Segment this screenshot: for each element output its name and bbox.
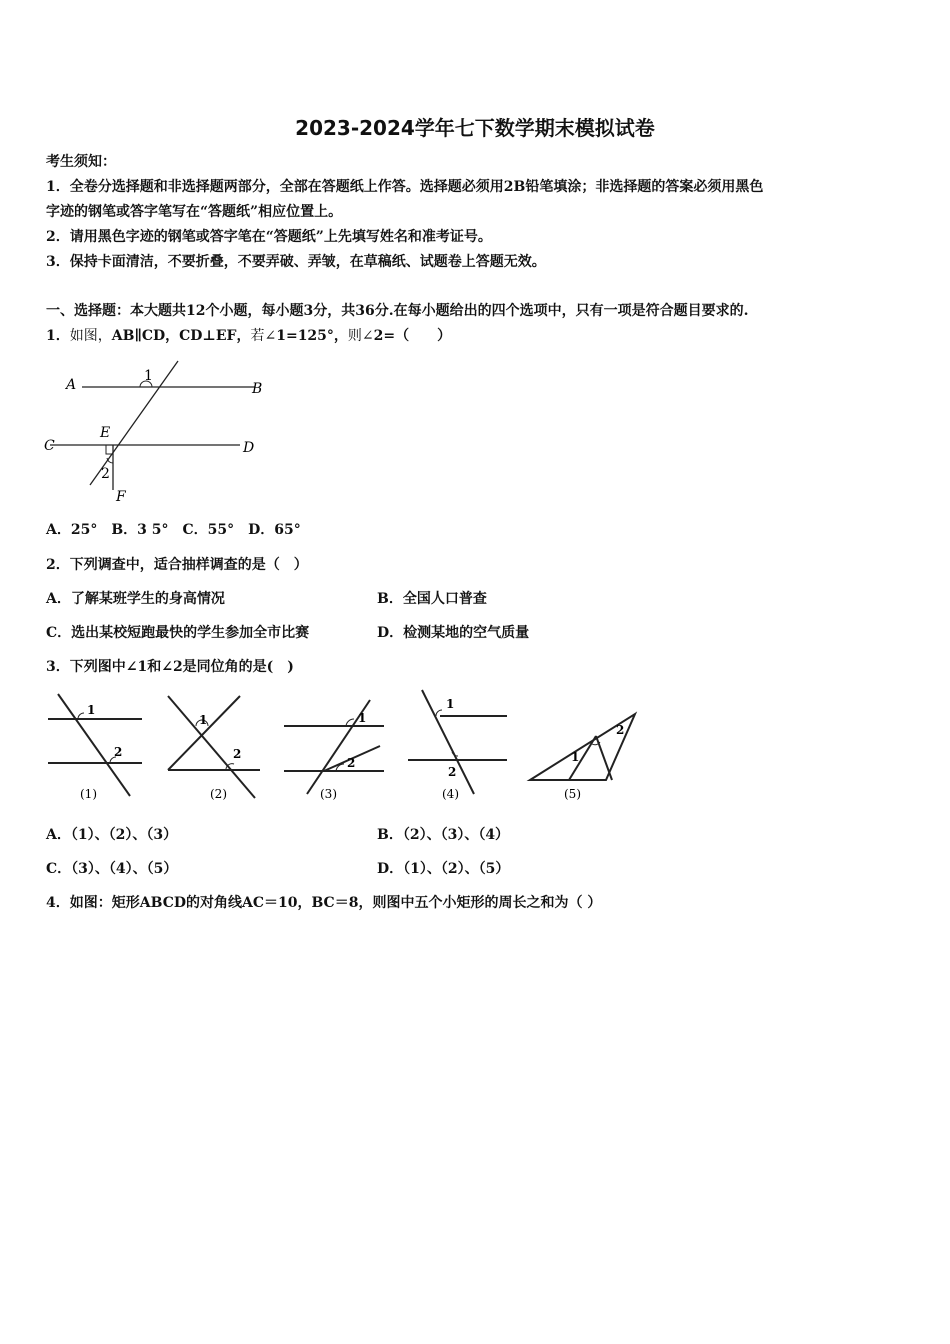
fig2-angle-2: 2 (233, 747, 242, 761)
label-E: E (100, 425, 111, 441)
q3-figure-4 (408, 690, 507, 801)
notice-heading: 考生须知： (46, 154, 116, 170)
question-4-stem: 4．如图：矩形ABCD的对角线AC＝10，BC＝8，则图中五个小矩形的周长之和为（ ） (46, 895, 602, 911)
fig4-angle-1: 1 (446, 697, 455, 711)
q3-figure-3 (284, 700, 384, 801)
q1-text-f: 2=（ ） (373, 328, 452, 344)
question-3-stem: 3．下列图中∠1和∠2是同位角的是( ) (46, 659, 294, 675)
notice-item-3: 3．保持卡面清洁，不要折叠，不要弄破、弄皱，在草稿纸、试题卷上答题无效。 (46, 254, 546, 270)
fig5-caption: (5) (564, 787, 581, 801)
notice-item-1-cont: 字迹的钢笔或答字笔写在“答题纸”相应位置上。 (46, 204, 343, 220)
label-D: D (243, 440, 255, 456)
label-F: F (116, 489, 126, 505)
angle-2-label: 2 (101, 466, 110, 482)
fig3-caption: (3) (320, 787, 337, 801)
label-A: A (66, 377, 77, 393)
fig5-angle-2: 2 (616, 723, 625, 737)
q2-option-a: A．了解某班学生的身高情况 (46, 591, 225, 607)
q2-option-b: B．全国人口普查 (377, 591, 487, 607)
q1-text-b: AB∥CD，CD⊥EF， (111, 328, 251, 344)
question-1-stem (46, 326, 451, 346)
question-2-stem: 2．下列调查中，适合抽样调查的是（ ） (46, 557, 308, 573)
fig3-angle-1: 1 (358, 711, 367, 725)
fig2-angle-1: 1 (199, 713, 208, 727)
notice-item-1: 1．全卷分选择题和非选择题两部分，全部在答题纸上作答。选择题必须用2B铅笔填涂；非选择题的答案必须用黑色 (46, 179, 764, 195)
q1-text-d: 1=125°， (276, 328, 348, 344)
q1-figure (40, 355, 270, 505)
fig5-angle-1: 1 (571, 750, 580, 764)
angle-1-label: 1 (144, 368, 153, 384)
q1-text-a: 如图， (69, 328, 112, 344)
q3-figure-5 (530, 714, 635, 801)
q1-options: A．25° B．3 5° C．55° D．65° (46, 522, 301, 538)
fig1-angle-2: 2 (114, 745, 123, 759)
q3-figures (40, 686, 650, 806)
q3-figure-1 (48, 694, 142, 801)
fig4-angle-2: 2 (448, 765, 457, 779)
q1-number: 1． (46, 328, 70, 344)
q3-option-a: A．（1）、（2）、（3） (46, 827, 178, 843)
q1-text-e: 则∠ (347, 328, 374, 344)
notice-item-2: 2．请用黑色字迹的钢笔或答字笔在“答题纸”上先填写姓名和准考证号。 (46, 229, 492, 245)
label-B: B (252, 381, 263, 397)
q1-text-c: 若∠ (250, 328, 277, 344)
q2-option-c: C．选出某校短跑最快的学生参加全市比赛 (46, 625, 310, 641)
fig1-caption: (1) (80, 787, 97, 801)
fig2-caption: (2) (210, 787, 227, 801)
fig3-angle-2: 2 (347, 756, 356, 770)
label-C: C (44, 438, 55, 454)
fig4-caption: (4) (442, 787, 459, 801)
q3-figure-2 (168, 696, 260, 801)
q3-option-d: D．（1）、（2）、（5） (377, 861, 510, 877)
fig1-angle-1: 1 (87, 703, 96, 717)
section-heading: 一、选择题：本大题共12个小题，每小题3分，共36分.在每小题给出的四个选项中，只有一项是符合题目要求的. (46, 303, 749, 319)
q3-option-c: C．（3）、（4）、（5） (46, 861, 178, 877)
page-title: 2023-2024学年七下数学期末模拟试卷 (295, 116, 655, 140)
q2-option-d: D．检测某地的空气质量 (377, 625, 530, 641)
q3-option-b: B．（2）、（3）、（4） (377, 827, 510, 843)
